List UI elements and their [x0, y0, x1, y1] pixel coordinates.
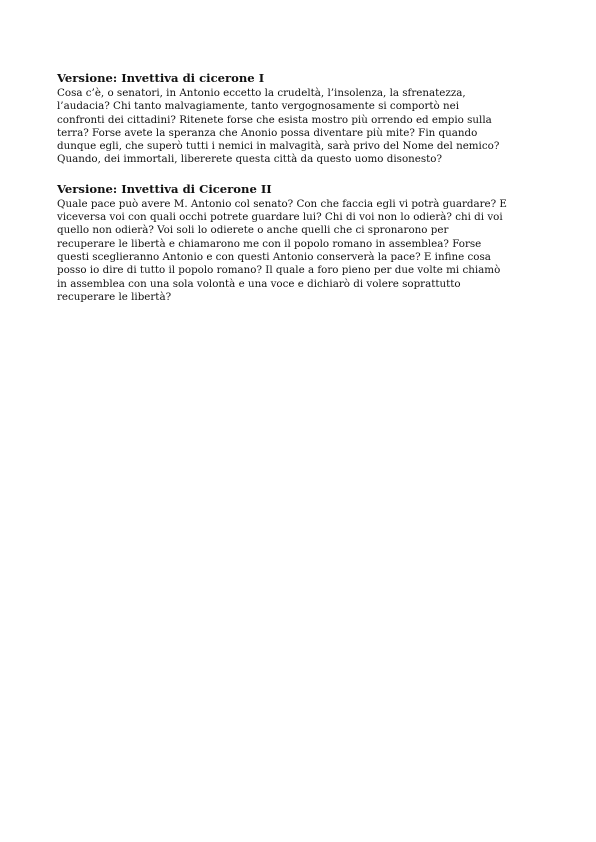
text-line: terra? Forse avete la speranza che Anonio possa diventare più mite? Fin quando: [57, 126, 478, 139]
section-invettiva-2: [57, 182, 557, 304]
section-heading: Versione: Invettiva di cicerone I: [57, 71, 265, 85]
section-paragraph: [57, 87, 557, 167]
text-line: posso io dire di tutto il popolo romano? Il quale a foro pieno per due volte mi chiamò: [57, 264, 501, 277]
text-line: recuperare le libertà e chiamarono me con il popolo romano in assemblea? Forse: [57, 237, 482, 250]
document-page: [57, 71, 557, 319]
text-line: viceversa voi con quali occhi potrete guardare lui? Chi di voi non lo odierà? chi di voi: [57, 211, 503, 224]
text-line: l’audacia? Chi tanto malvagiamente, tanto vergognosamente si comportò nei: [57, 100, 460, 113]
text-line: Quando, dei immortali, libererete questa città da questo uomo disonesto?: [57, 153, 443, 166]
section-heading: Versione: Invettiva di Cicerone II: [57, 181, 272, 196]
section-invettiva-1: [57, 71, 557, 167]
text-line: questi sceglieranno Antonio e con questi Antonio conserverà la pace? E infine cosa: [57, 250, 491, 263]
text-line: Cosa c’è, o senatori, in Antonio eccetto la crudeltà, l’insolenza, la sfrenatezza,: [57, 87, 466, 99]
section-paragraph: [57, 198, 557, 304]
text-line: recuperare le libertà?: [57, 290, 172, 303]
text-line: quello non odierà? Voi soli lo odierete o anche quelli che ci spronarono per: [57, 224, 449, 237]
text-line: in assemblea con una sola volontà e una voce e dichiarò di volere soprattutto: [57, 277, 461, 290]
text-line: Quale pace può avere M. Antonio col senato? Con che faccia egli vi potrà guardare? E: [57, 197, 507, 210]
text-line: confronti dei cittadini? Ritenete forse che esista mostro più orrendo ed empio sulla: [57, 113, 492, 126]
text-line: dunque egli, che superò tutti i nemici in malvagità, sarà privo del Nome del nemico?: [57, 140, 500, 153]
